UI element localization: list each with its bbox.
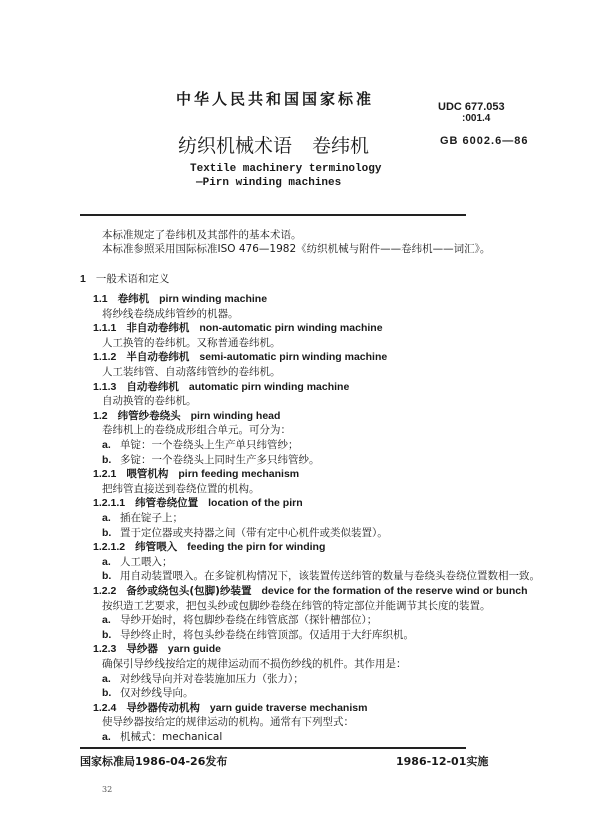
footer-divider xyxy=(80,747,466,749)
list-item-text: 单锭：一个卷绕头上生产单只纬管纱； xyxy=(120,439,299,451)
list-item-label: b. xyxy=(102,453,112,466)
list-item-label: b. xyxy=(102,687,112,700)
term-definition xyxy=(102,423,291,437)
document-title-en-2: —Pirn winding machines xyxy=(196,177,342,189)
term-en: semi-automatic pirn winding machine xyxy=(199,351,388,364)
term-heading xyxy=(93,321,383,335)
list-item-label: b. xyxy=(102,628,112,641)
section-number: 1 xyxy=(80,273,86,285)
term-number: 1.1.3 xyxy=(93,380,117,393)
term-number: 1.2.1 xyxy=(93,468,117,481)
term-heading xyxy=(93,496,303,510)
term-en: device for the formation of the reserve wind or bunch xyxy=(261,585,528,597)
term-en: location of the pirn xyxy=(208,497,303,510)
term-zh: 非自动卷纬机 xyxy=(126,322,190,335)
term-heading xyxy=(93,701,367,715)
issue-date: 国家标准局1986-04-26发布 xyxy=(80,755,228,768)
term-number: 1.2.1.1 xyxy=(93,497,126,510)
list-item-label: a. xyxy=(102,614,111,627)
term-definition xyxy=(102,715,354,729)
term-number: 1.1 xyxy=(93,293,108,305)
list-item-text: 对纱线导向并对卷装施加压力（张力）； xyxy=(120,672,304,685)
definition-text: 卷纬机上的卷绕成形组合单元。可分为： xyxy=(102,424,291,437)
list-item xyxy=(102,526,388,540)
term-heading xyxy=(93,540,325,554)
term-zh: 喂管机构 xyxy=(126,468,169,481)
list-item-label: a. xyxy=(102,439,111,451)
list-item xyxy=(102,628,414,642)
definition-text: 按织造工艺要求，把包头纱或包脚纱卷绕在纬管的特定部位并能调节其长度的装置。 xyxy=(102,599,491,612)
term-definition xyxy=(102,365,281,379)
term-definition xyxy=(102,482,260,496)
term-heading xyxy=(93,350,387,364)
list-item-label: a. xyxy=(102,512,111,524)
effective-date: 1986-12-01实施 xyxy=(396,755,489,768)
udc-code-suffix: :001.4 xyxy=(462,113,491,124)
term-number: 1.1.1 xyxy=(93,322,117,335)
term-zh: 卷纬机 xyxy=(117,293,150,305)
definition-text: 确保引导纱线按给定的规律运动而不损伤纱线的机件。其作用是： xyxy=(102,658,407,670)
list-item xyxy=(102,730,222,744)
list-item-text: 机械式：mechanical xyxy=(120,731,223,743)
section-title: 一般术语和定义 xyxy=(95,273,170,285)
title-part-2: 卷纬机 xyxy=(312,135,370,157)
term-en: yarn guide traverse mechanism xyxy=(209,701,368,714)
term-zh: 导纱器 xyxy=(126,643,158,656)
term-zh: 备纱或绕包头(包脚)纱装置 xyxy=(126,585,252,597)
definition-text: 自动换管的卷纬机。 xyxy=(102,395,197,408)
standard-number: GB 6002.6—86 xyxy=(440,135,529,147)
definition-text: 人工装纬管、自动落纬管纱的卷纬机。 xyxy=(102,366,281,378)
term-heading xyxy=(93,292,267,306)
term-zh: 自动卷纬机 xyxy=(126,380,179,393)
term-number: 1.1.2 xyxy=(93,351,117,364)
term-heading xyxy=(93,584,528,598)
list-item-text: 导纱开始时，将包脚纱卷绕在纬管底部（探针槽部位）； xyxy=(120,614,378,627)
definition-text: 使导纱器按给定的规律运动的机构。通常有下列型式： xyxy=(102,716,354,729)
issuing-country-header: 中华人民共和国国家标准 xyxy=(176,90,375,108)
list-item-text: 用自动装置喂入。在多锭机构情况下，该装置传送纬管的数量与卷绕头卷绕位置数相一致。 xyxy=(120,570,540,583)
term-number: 1.2.1.2 xyxy=(93,541,126,554)
term-definition xyxy=(102,336,281,350)
title-part-1: 纺织机械术语 xyxy=(178,135,293,157)
term-heading xyxy=(93,642,221,656)
term-number: 1.2.3 xyxy=(93,643,117,656)
term-heading xyxy=(93,409,280,423)
term-en: pirn winding head xyxy=(190,409,281,422)
document-title-zh xyxy=(178,131,389,158)
term-zh: 半自动卷纬机 xyxy=(126,351,190,364)
term-en: pirn feeding mechanism xyxy=(178,468,300,481)
intro-line-1: 本标准规定了卷纬机及其部件的基本术语。 xyxy=(102,229,302,241)
term-zh: 纬管卷绕位置 xyxy=(135,497,199,510)
term-en: automatic pirn winding machine xyxy=(188,380,350,393)
term-zh: 导纱器传动机构 xyxy=(126,701,200,714)
term-heading xyxy=(93,380,349,394)
list-item-text: 置于定位器或夹持器之间（带有定中心机件或类似装置）。 xyxy=(120,526,388,539)
list-item xyxy=(102,511,183,525)
intro-line-2: 本标准参照采用国际标准ISO 476—1982《纺织机械与附件——卷纬机——词汇》。 xyxy=(102,243,491,255)
list-item xyxy=(102,672,304,686)
term-definition xyxy=(102,657,407,671)
list-item-text: 导纱终止时，将包头纱卷绕在纬管顶部。仅适用于大纡库织机。 xyxy=(120,628,414,641)
term-zh: 纬管喂入 xyxy=(135,541,178,554)
term-en: feeding the pirn for winding xyxy=(187,541,326,554)
header-divider xyxy=(80,214,466,216)
list-item-label: a. xyxy=(102,555,111,568)
term-heading xyxy=(93,467,299,481)
section-heading xyxy=(80,272,169,286)
term-en: non-automatic pirn winding machine xyxy=(199,322,383,335)
document-title-en-1: Textile machinery terminology xyxy=(190,163,382,175)
list-item xyxy=(102,453,320,467)
term-en: yarn guide xyxy=(167,643,221,656)
list-item xyxy=(102,555,173,569)
list-item-text: 插在锭子上； xyxy=(120,512,183,524)
definition-text: 将纱线卷绕成纬管纱的机器。 xyxy=(102,307,239,320)
page-number: 32 xyxy=(102,785,113,794)
list-item-label: b. xyxy=(102,570,112,583)
term-definition xyxy=(102,394,197,408)
term-definition xyxy=(102,307,239,321)
term-number: 1.2.2 xyxy=(93,585,117,597)
term-zh: 纬管纱卷绕头 xyxy=(117,409,181,422)
term-en: pirn winding machine xyxy=(159,293,268,305)
list-item-label: b. xyxy=(102,526,112,539)
list-item-text: 人工喂入； xyxy=(120,555,173,568)
list-item xyxy=(102,569,540,583)
term-number: 1.2.4 xyxy=(93,701,117,714)
list-item xyxy=(102,438,299,452)
udc-code: UDC 677.053 xyxy=(438,101,505,113)
list-item-label: a. xyxy=(102,672,111,685)
list-item-label: a. xyxy=(102,731,111,743)
list-item xyxy=(102,613,377,627)
list-item-text: 多锭：一个卷绕头上同时生产多只纬管纱。 xyxy=(120,453,320,466)
definition-text: 人工换管的卷纬机。又称普通卷纬机。 xyxy=(102,336,281,349)
list-item xyxy=(102,686,194,700)
term-definition xyxy=(102,599,491,613)
list-item-text: 仅对纱线导向。 xyxy=(120,687,194,700)
definition-text: 把纬管直接送到卷绕位置的机构。 xyxy=(102,482,260,495)
term-number: 1.2 xyxy=(93,409,108,422)
